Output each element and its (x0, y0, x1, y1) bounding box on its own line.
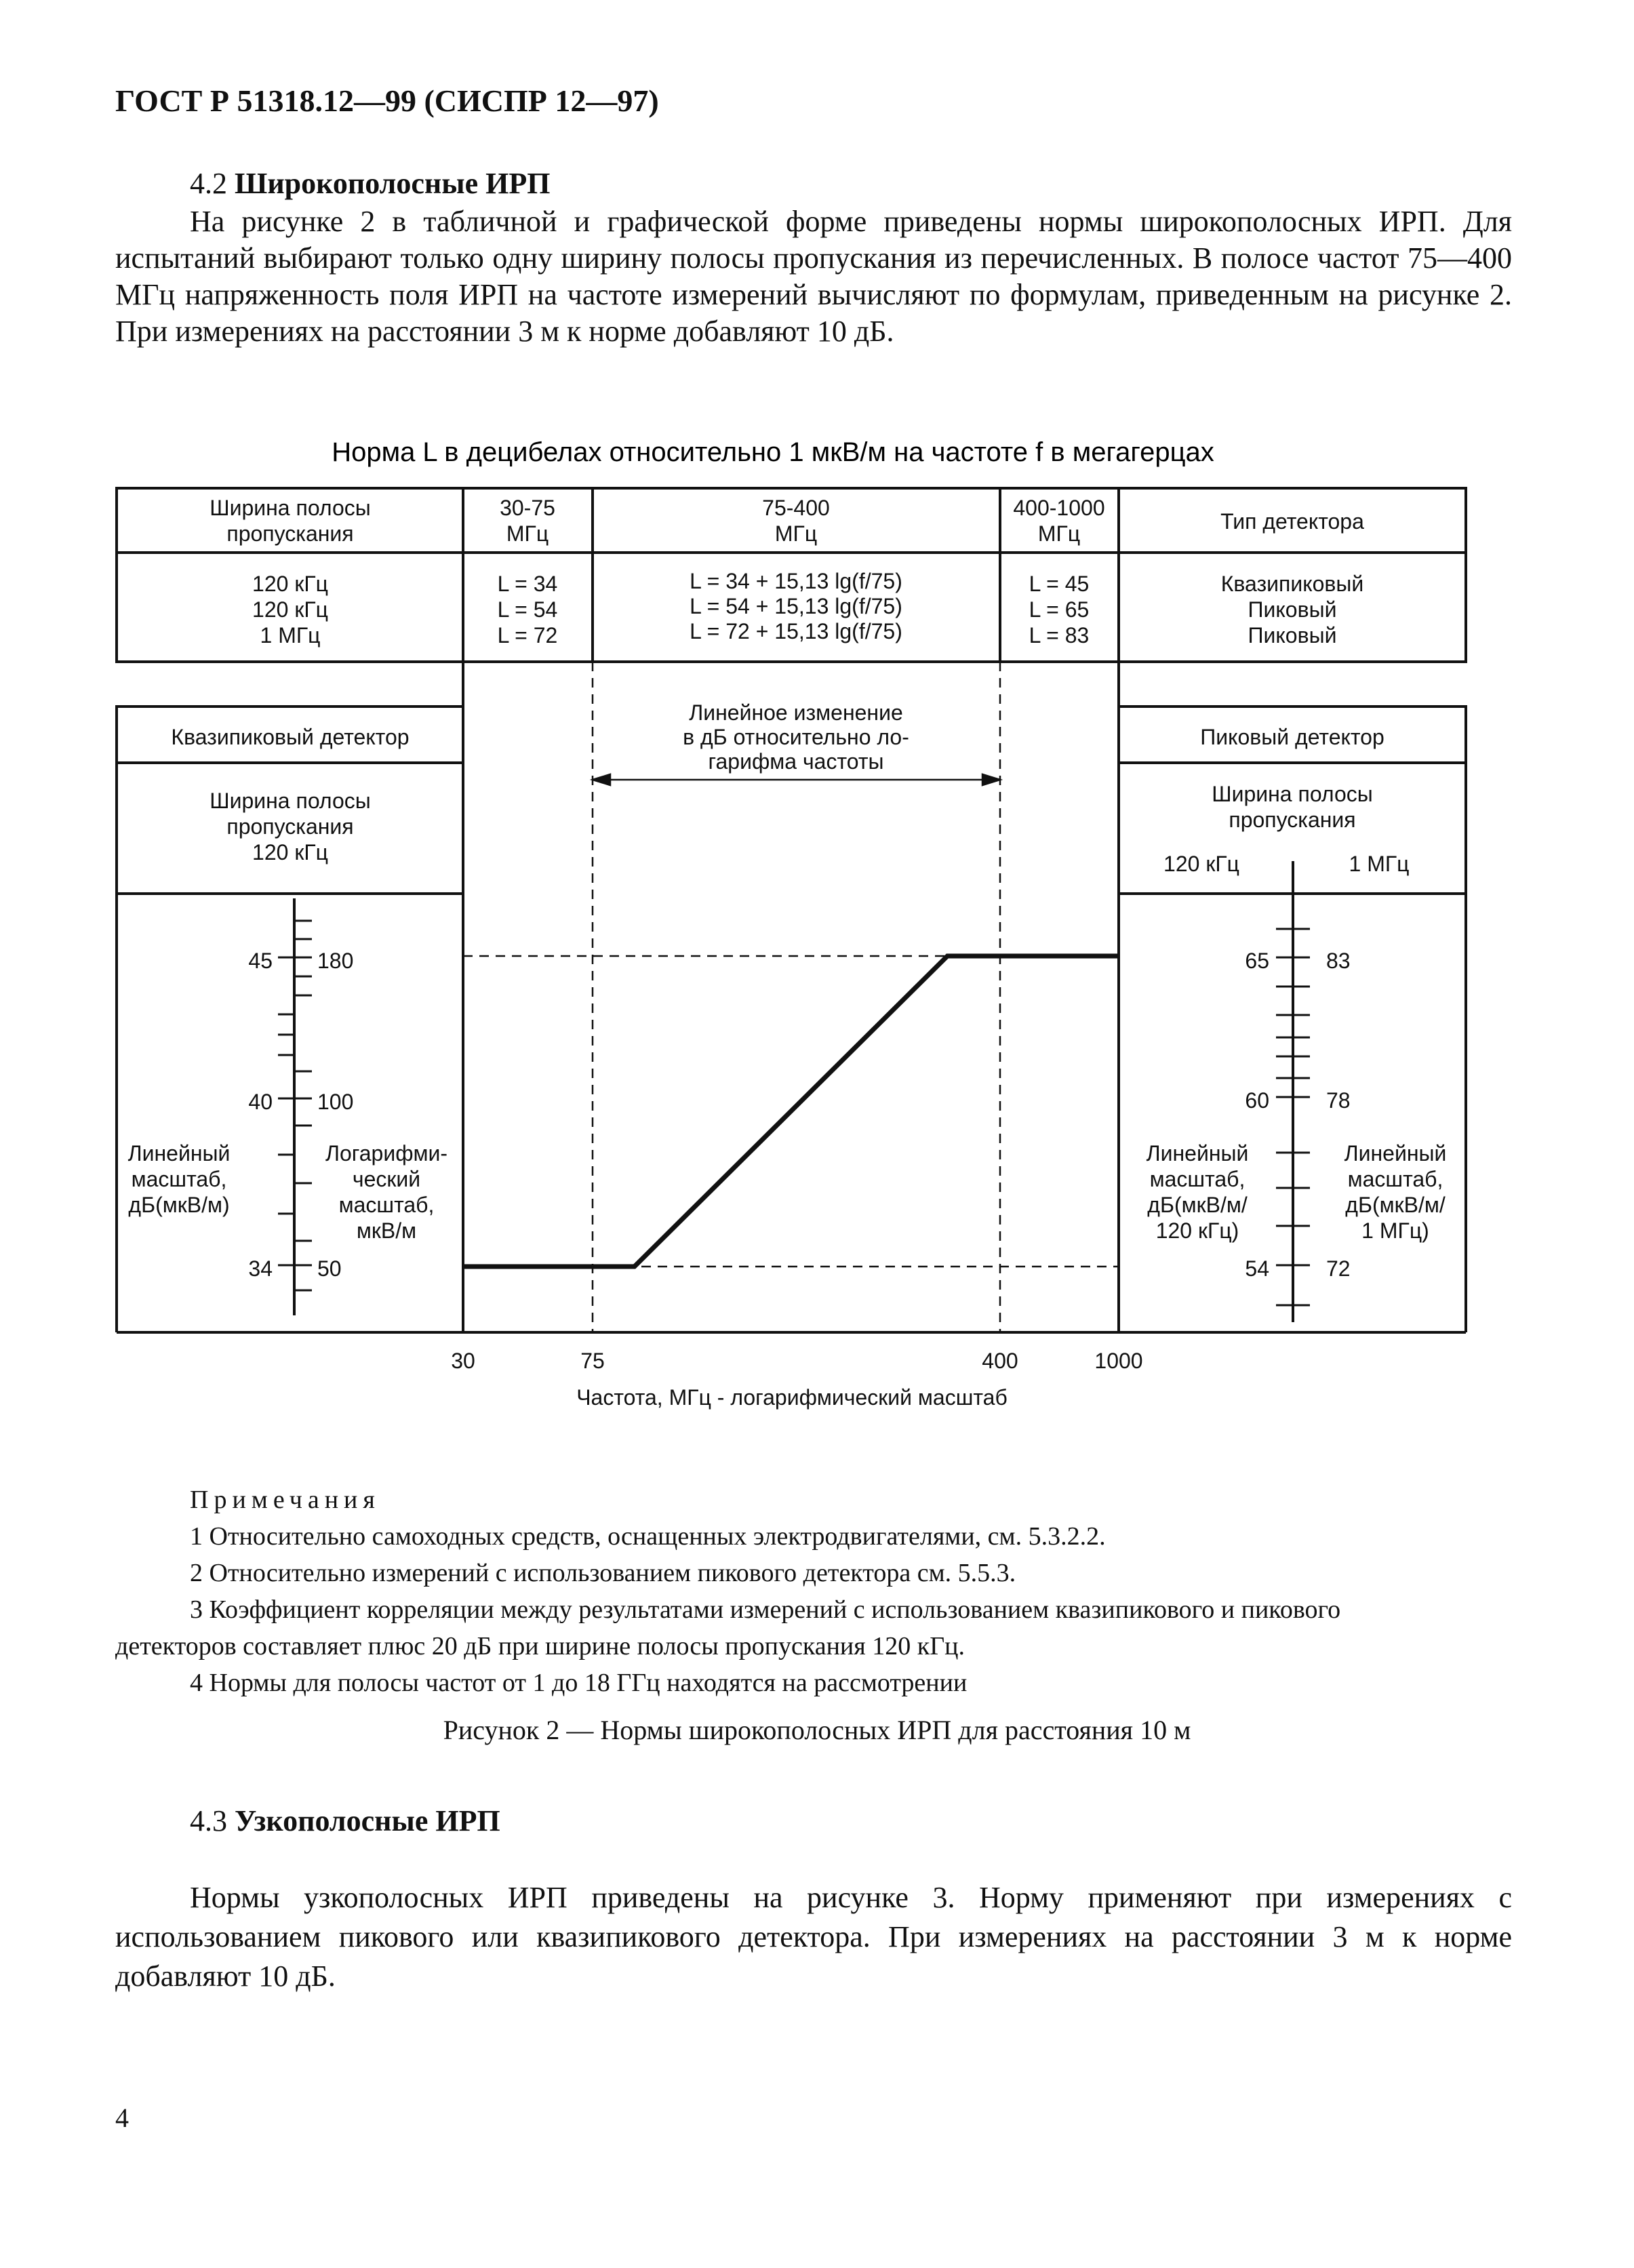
note-4: 4 Нормы для полосы частот от 1 до 18 ГГц находятся на рассмотрении (190, 1669, 968, 1697)
x-tick-1000: 1000 (1094, 1349, 1143, 1373)
section-4-2-number: 4.2 (190, 167, 227, 200)
right-right-label-2: масштаб, (1347, 1167, 1443, 1191)
notes-heading: Примечания (190, 1486, 380, 1514)
left-log-label-1: Логарифми- (325, 1141, 448, 1166)
td-75-400-2: L = 54 + 15,13 lg(f/75) (690, 594, 902, 618)
left-tick-40: 40 (248, 1090, 273, 1114)
section-4-3-text (115, 1878, 1512, 1996)
th-30-75-2: МГц (506, 521, 549, 546)
note-1: 1 Относительно самоходных средств, оснащенных электродвигателями, см. 5.3.2.2. (190, 1522, 1106, 1551)
right-left-label-3: дБ(мкВ/м/ (1147, 1193, 1248, 1217)
left-linear-label-3: дБ(мкВ/м) (128, 1193, 230, 1217)
note-3-cont: детекторов составляет плюс 20 дБ при ширине полосы пропускания 120 кГц. (115, 1632, 965, 1660)
right-bw-left: 120 кГц (1163, 852, 1239, 876)
right-bw-right: 1 МГц (1349, 852, 1410, 876)
annotation-line-1: Линейное изменение (689, 700, 903, 725)
left-linear-label-1: Линейный (127, 1141, 231, 1166)
x-axis-label: Частота, МГц - логарифмический масштаб (576, 1385, 1008, 1410)
th-bandwidth-2: пропускания (226, 521, 354, 546)
right-right-label-1: Линейный (1344, 1141, 1447, 1166)
left-log-label-4: мкВ/м (356, 1218, 417, 1243)
page-number: 4 (115, 2103, 129, 2133)
left-panel-title: Квазипиковый детектор (171, 725, 410, 749)
left-bw-3: 120 кГц (252, 840, 328, 864)
annotation-line-2: в дБ относительно ло- (683, 725, 909, 749)
left-tick-100: 100 (317, 1090, 354, 1114)
x-tick-75: 75 (580, 1349, 605, 1373)
right-tick-78: 78 (1326, 1088, 1351, 1113)
right-tick-54: 54 (1245, 1256, 1269, 1281)
section-4-3-number: 4.3 (190, 1804, 227, 1837)
td-bw-2: 120 кГц (252, 597, 328, 622)
right-panel-title: Пиковый детектор (1200, 725, 1384, 749)
x-tick-400: 400 (982, 1349, 1018, 1373)
td-400-1000-3: L = 83 (1029, 623, 1090, 648)
td-det-1: Квазипиковый (1220, 572, 1364, 596)
left-log-label-2: ческий (352, 1167, 421, 1191)
document-header: ГОСТ Р 51318.12—99 (СИСПР 12—97) (115, 83, 659, 118)
td-det-2: Пиковый (1248, 597, 1337, 622)
th-400-1000-2: МГц (1037, 521, 1081, 546)
td-30-75-3: L = 72 (497, 623, 558, 648)
right-left-label-1: Линейный (1146, 1141, 1249, 1166)
left-bw-1: Ширина полосы (210, 789, 371, 813)
left-tick-180: 180 (317, 949, 354, 973)
annotation-line-3: гарифма частоты (708, 749, 884, 774)
th-75-400-1: 75-400 (762, 496, 830, 520)
td-det-3: Пиковый (1248, 623, 1337, 648)
right-left-label-2: масштаб, (1149, 1167, 1246, 1191)
figure-title: Норма L в децибелах относительно 1 мкВ/м на частоте f в мегагерцах (332, 437, 1214, 467)
td-400-1000-1: L = 45 (1029, 572, 1090, 596)
left-log-label-3: масштаб, (338, 1193, 435, 1217)
right-tick-72: 72 (1326, 1256, 1351, 1281)
arrow-right-icon (982, 774, 1000, 785)
limit-line-series (463, 956, 1119, 1267)
left-linear-label-2: масштаб, (131, 1167, 227, 1191)
th-detector: Тип детектора (1220, 509, 1364, 534)
section-4-2-body: На рисунке 2 в табличной и графической форме приведены нормы широкополосных ИРП. Для испытаний выбирают только одну ширину полосы пропускания из перечисленных. В полосе частот 75—400 МГц напряженность поля ИРП на частоте измерений вычисляют по формулам, приведенным на рисунке 2. При измерениях на расстоянии 3 м к норме добавляют 10 дБ. (115, 205, 1512, 348)
td-30-75-2: L = 54 (497, 597, 558, 622)
th-bandwidth-1: Ширина полосы (210, 496, 371, 520)
section-4-3-title: Узкополосные ИРП (235, 1804, 500, 1837)
th-400-1000-1: 400-1000 (1013, 496, 1105, 520)
right-tick-83: 83 (1326, 949, 1351, 973)
left-bw-2: пропускания (226, 814, 354, 839)
figure-caption: Рисунок 2 — Нормы широкополосных ИРП для расстояния 10 м (443, 1715, 1191, 1745)
section-4-3-body: Нормы узкополосных ИРП приведены на рисунке 3. Норму применяют при измерениях с использованием пикового или квазипикового детектора. При измерениях на расстоянии 3 м к норме добавляют 10 дБ. (115, 1881, 1512, 1993)
th-30-75-1: 30-75 (500, 496, 555, 520)
right-tick-60: 60 (1245, 1088, 1269, 1113)
td-bw-1: 120 кГц (252, 572, 328, 596)
right-right-label-4: 1 МГц) (1361, 1218, 1429, 1243)
arrow-left-icon (593, 774, 610, 785)
right-bw-2: пропускания (1229, 808, 1356, 832)
note-2: 2 Относительно измерений с использованием пикового детектора см. 5.5.3. (190, 1559, 1016, 1587)
td-75-400-3: L = 72 + 15,13 lg(f/75) (690, 619, 902, 643)
right-right-label-3: дБ(мкВ/м/ (1345, 1193, 1446, 1217)
x-tick-30: 30 (451, 1349, 475, 1373)
right-bw-1: Ширина полосы (1212, 782, 1373, 806)
section-4-2-title: Широкополосные ИРП (235, 167, 551, 200)
left-tick-50: 50 (317, 1256, 342, 1281)
note-3: 3 Коэффициент корреляции между результатами измерений с использованием квазипикового и пикового (190, 1595, 1341, 1624)
td-400-1000-2: L = 65 (1029, 597, 1090, 622)
th-75-400-2: МГц (774, 521, 818, 546)
td-30-75-1: L = 34 (497, 572, 558, 596)
td-75-400-1: L = 34 + 15,13 lg(f/75) (690, 569, 902, 593)
notes-block (115, 1481, 1526, 1701)
left-tick-45: 45 (248, 949, 273, 973)
section-4-3-heading (190, 1804, 500, 1838)
right-tick-65: 65 (1245, 949, 1269, 973)
right-left-label-4: 120 кГц) (1155, 1218, 1239, 1243)
td-bw-3: 1 МГц (260, 623, 321, 648)
left-tick-34: 34 (248, 1256, 273, 1281)
